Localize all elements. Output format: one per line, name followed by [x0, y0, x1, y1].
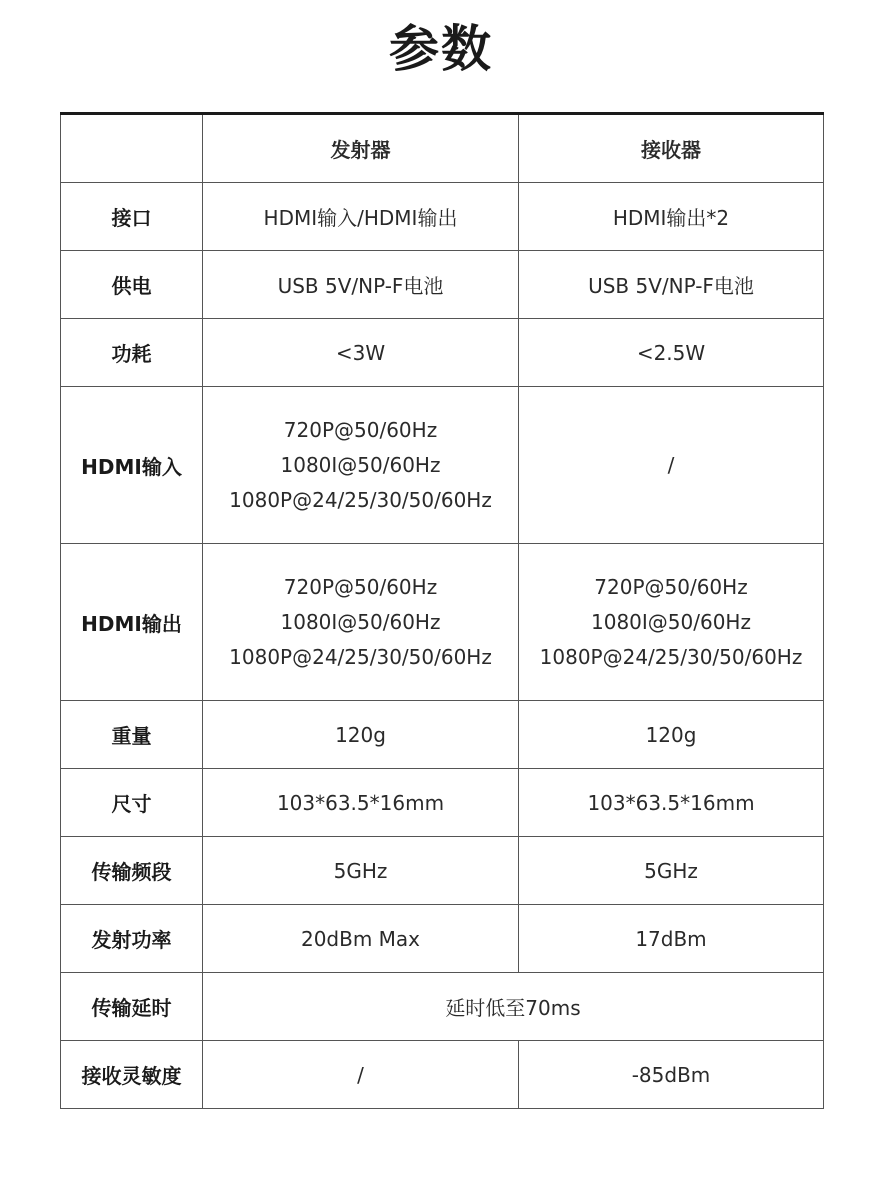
table-row [61, 1041, 824, 1109]
header-transmitter: 发射器 [203, 114, 519, 183]
value-line: 1080P@24/25/30/50/60Hz [229, 487, 492, 512]
table-header-row [61, 114, 824, 183]
value-line: 720P@50/60Hz [283, 417, 438, 442]
receiver-value: HDMI输出*2 [519, 183, 824, 251]
table-row [61, 251, 824, 319]
transmitter-value: USB 5V/NP-F电池 [203, 251, 519, 319]
table-row [61, 769, 824, 837]
table-row [61, 387, 824, 544]
transmitter-value: 103*63.5*16mm [203, 769, 519, 837]
table-row [61, 973, 824, 1041]
row-label: 发射功率 [61, 905, 203, 973]
transmitter-value: 120g [203, 701, 519, 769]
receiver-value: 5GHz [519, 837, 824, 905]
receiver-value: USB 5V/NP-F电池 [519, 251, 824, 319]
transmitter-value [203, 544, 519, 701]
row-label: HDMI输入 [61, 387, 203, 544]
value-line: 1080I@50/60Hz [280, 609, 441, 634]
value-line: 1080P@24/25/30/50/60Hz [539, 644, 803, 669]
transmitter-value: HDMI输入/HDMI输出 [203, 183, 519, 251]
value-line: 1080P@24/25/30/50/60Hz [229, 644, 492, 669]
row-label: 供电 [61, 251, 203, 319]
transmitter-value: 20dBm Max [203, 905, 519, 973]
row-label: HDMI输出 [61, 544, 203, 701]
receiver-value: <2.5W [519, 319, 824, 387]
transmitter-value: / [203, 1041, 519, 1109]
table-row [61, 905, 824, 973]
table-row [61, 544, 824, 701]
receiver-value: -85dBm [519, 1041, 824, 1109]
receiver-value: 120g [519, 701, 824, 769]
value-line: 720P@50/60Hz [283, 574, 438, 599]
page-title: 参数 [389, 20, 493, 78]
table-row [61, 319, 824, 387]
table-row [61, 183, 824, 251]
row-label: 尺寸 [61, 769, 203, 837]
row-label: 传输频段 [61, 837, 203, 905]
receiver-value: 17dBm [519, 905, 824, 973]
spec-table [60, 112, 824, 1109]
value-line: 1080I@50/60Hz [280, 452, 441, 477]
merged-value: 延时低至70ms [203, 973, 824, 1041]
transmitter-value: 5GHz [203, 837, 519, 905]
receiver-value: 103*63.5*16mm [519, 769, 824, 837]
receiver-value: / [519, 387, 824, 544]
table-row [61, 701, 824, 769]
table-row [61, 837, 824, 905]
value-line: 1080I@50/60Hz [591, 609, 751, 634]
row-label: 传输延时 [61, 973, 203, 1041]
row-label: 接口 [61, 183, 203, 251]
header-receiver: 接收器 [519, 114, 824, 183]
row-label: 重量 [61, 701, 203, 769]
header-cell-empty [61, 114, 203, 183]
row-label: 接收灵敏度 [61, 1041, 203, 1109]
row-label: 功耗 [61, 319, 203, 387]
value-line: 720P@50/60Hz [594, 574, 748, 599]
receiver-value [519, 544, 824, 701]
transmitter-value [203, 387, 519, 544]
transmitter-value: <3W [203, 319, 519, 387]
